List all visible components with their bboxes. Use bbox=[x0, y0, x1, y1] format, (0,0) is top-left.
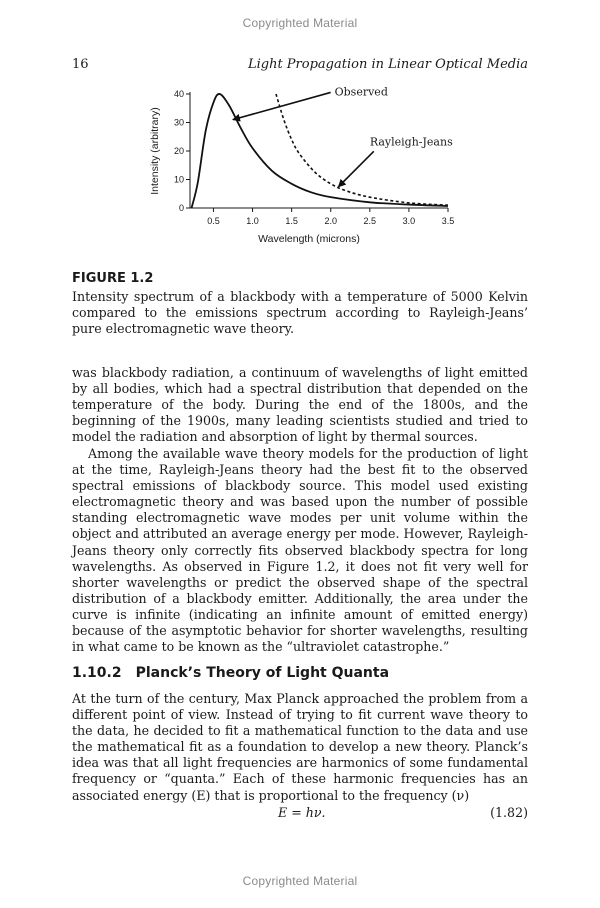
paragraph-2: Among the available wave theory models for the production of light at the time, Rayleigh-Jeans theory had the best fit to the observed spectral emissions of blackbody source. This model used existing electromagnetic theory and was based upon the number of possible standing electromagnetic wave modes per unit volume within the object and attributed an average energy per mode. However, Rayleigh-Jeans theory only correctly fits observed blackbody spectra for long wavelengths. As observed in Figure 1.2, it does not fit very well for shorter wavelengths or predict the observed shape of the spectral distribution of a blackbody emitter. Additionally, the area under the curve is infinite (indicating an infinite amount of emitted energy) because of the asymptotic behavior for shorter wavelengths, resulting in what came to be known as the “ultraviolet catastrophe.” bbox=[72, 446, 528, 655]
y-tick-label: 40 bbox=[173, 89, 184, 99]
x-tick-label: 1.5 bbox=[285, 216, 298, 226]
figure-label: FIGURE 1.2 bbox=[72, 271, 154, 286]
annotation-label: Rayleigh-Jeans bbox=[369, 135, 453, 149]
y-tick-label: 0 bbox=[178, 203, 184, 213]
y-axis-label: Intensity (arbitrary) bbox=[149, 107, 161, 195]
page-number: 16 bbox=[72, 57, 89, 72]
watermark-top: Copyrighted Material bbox=[242, 16, 358, 30]
x-tick-label: 1.0 bbox=[246, 216, 259, 226]
figure-caption: Intensity spectrum of a blackbody with a temperature of 5000 Kelvin compared to the emissions spectrum according to Rayleigh-Jeans’ pure electromagnetic wave theory. bbox=[72, 289, 528, 336]
x-tick-label: 3.5 bbox=[441, 216, 455, 226]
x-tick-label: 3.0 bbox=[402, 216, 416, 226]
annotation-label: Observed bbox=[334, 85, 388, 99]
annotation-arrow bbox=[339, 151, 374, 186]
figure-chart bbox=[140, 82, 460, 262]
series-line-observed bbox=[192, 94, 448, 208]
y-tick-label: 10 bbox=[173, 174, 184, 185]
section-heading bbox=[72, 665, 389, 681]
section-title: Planck’s Theory of Light Quanta bbox=[135, 665, 390, 681]
x-axis-label: Wavelength (microns) bbox=[258, 233, 360, 245]
section-number: 1.10.2 bbox=[72, 665, 122, 681]
equation-number: (1.82) bbox=[490, 805, 528, 820]
running-head-title: Light Propagation in Linear Optical Media bbox=[247, 57, 528, 72]
y-tick-label: 20 bbox=[173, 146, 184, 156]
x-tick-label: 0.5 bbox=[207, 216, 220, 226]
watermark-bottom: Copyrighted Material bbox=[242, 874, 358, 888]
equation-block bbox=[72, 805, 528, 823]
x-tick-label: 2.5 bbox=[363, 216, 377, 226]
paragraph-1: was blackbody radiation, a continuum of wavelengths of light emitted by all bodies, which had a spectral distribution that depended on the temperature of the body. During the end of the 1800s, and the beginning of the 1900s, many leading scientists studied and tried to model the radiation and absorption of light by thermal sources. bbox=[72, 365, 528, 445]
running-head bbox=[72, 57, 528, 73]
x-tick-label: 2.0 bbox=[324, 216, 337, 226]
y-tick-label: 30 bbox=[173, 117, 184, 128]
paragraph-3: At the turn of the century, Max Planck approached the problem from a different point of view. Instead of trying to fit current wave theory to the data, he decided to fit a mathematical function to the data and use the mathematical fit as a foundation to develop a new theory. Planck’s idea was that all light frequencies are harmonics of some fundamental frequency or “quanta.” Each of these harmonic frequencies has an associated energy (E) that is proportional to the frequency (ν) bbox=[72, 691, 528, 803]
chart-svg bbox=[140, 82, 460, 262]
equation: E = hν. bbox=[278, 805, 326, 820]
